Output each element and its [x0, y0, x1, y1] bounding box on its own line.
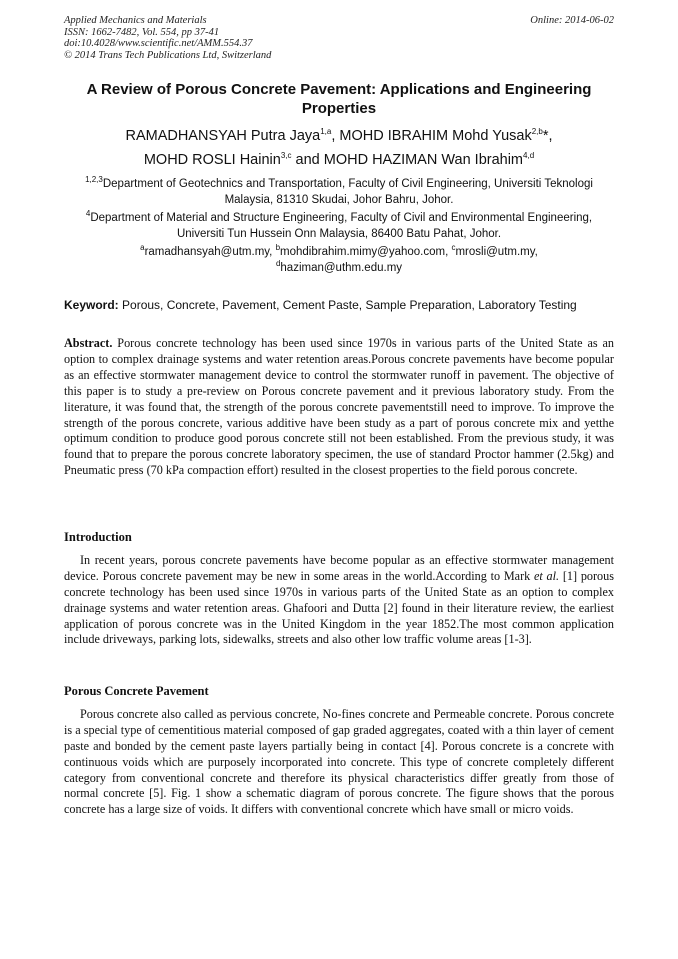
text-italic: et al.	[533, 568, 560, 583]
author: MOHD HAZIMAN Wan Ibrahim	[323, 152, 524, 168]
email[interactable]: mohdibrahim.mimy@yahoo.com,	[280, 246, 452, 258]
author-sep: ,	[331, 128, 340, 144]
section-heading: Porous Concrete Pavement	[64, 684, 209, 698]
paper-title: A Review of Porous Concrete Pavement: Applications and Engineering Properties	[86, 81, 592, 117]
text: [1] porous concrete technology has been used since 1970s in various parts of the United State as an option to complex drainage systems and water retention areas. Ghafoori and Dutta [2] found in their literature review, the earliest application of porous concrete was in the United Kingdom in the year 1852.The most common application include driveways, parking lots, sidewalks, streets and also other low traffic volume areas [1-3].	[64, 568, 614, 647]
email[interactable]: haziman@uthm.edu.my	[280, 262, 403, 274]
section-heading: Introduction	[64, 530, 132, 544]
porous-concrete-section	[64, 684, 614, 818]
abstract	[64, 336, 614, 479]
affiliation-text: Department of Geotechnics and Transportation, Faculty of Civil Engineering, Universiti Teknologi Malaysia, 81310 Skudai, Johor Bahru, Johor.	[102, 178, 593, 206]
author-sep: and	[291, 152, 324, 168]
email-sup: c	[451, 243, 456, 253]
author-sep: *,	[542, 128, 553, 144]
author: RAMADHANSYAH Putra Jaya	[125, 128, 321, 144]
doi: doi:10.4028/www.scientific.net/AMM.554.37	[64, 38, 253, 49]
author: MOHD ROSLI Hainin	[143, 152, 281, 168]
journal-header	[64, 15, 614, 61]
copyright: © 2014 Trans Tech Publications Ltd, Switzerland	[64, 49, 272, 61]
email[interactable]: mrosli@utm.my,	[455, 246, 538, 258]
affiliation-1	[64, 176, 614, 208]
author-list	[40, 124, 638, 172]
affiliation-sup: 1,2,3	[85, 175, 103, 185]
abstract-text: Porous concrete technology has been used since 1970s in various parts of the United State as an option to complex drainage systems and water retention areas.Porous concrete pavements have become popular as an effective stormwater management device to control the stormwater runoff in pavement. The objective of this paper is to study a pre-review on Porous concrete pavement and it previous laboratory study. From the literature, it was found that, the strength of the porous concrete pavementstill need to improve. To improve the strength of the porous concrete, various additive have been study as a part of porous concrete mix and yetthe optimum condition to produce good porous concrete still not been established. From the previous study, it was found that to prepare the porous concrete laboratory specimen, the use of standard Proctor hammer (2.5kg) and Pneumatic press (70 kPa compaction effort) resulted in the closest properties to the field porous concrete.	[64, 336, 614, 478]
affiliation-text: Department of Material and Structure Engineering, Faculty of Civil and Environmental Engineering, Universiti Tun Hussein Onn Malaysia, 86400 Batu Pahat, Johor.	[90, 212, 593, 240]
abstract-label: Abstract.	[64, 336, 113, 350]
email-sup: a	[140, 243, 145, 253]
journal-name: Applied Mechanics and Materials	[64, 15, 207, 26]
affiliation-2	[64, 210, 614, 242]
author: MOHD IBRAHIM Mohd Yusak	[339, 128, 532, 144]
issn: ISSN: 1662-7482, Vol. 554, pp 37-41	[64, 26, 220, 38]
text: In recent years, porous concrete pavements have become popular as an effective stormwater management device. Porous concrete pavement may be new in some areas in the world.According to Mark	[64, 552, 614, 583]
keywords	[64, 298, 638, 312]
author-sup: 4,d	[523, 151, 535, 161]
email[interactable]: ramadhansyah@utm.my,	[144, 246, 276, 258]
keywords-text: Porous, Concrete, Pavement, Cement Paste, Sample Preparation, Laboratory Testing	[118, 298, 577, 312]
paragraph: Porous concrete also called as pervious concrete, No-fines concrete and Permeable concrete. Porous concrete is a special type of cementitious material composed of gap graded aggregates, coated with a thin layer of cement paste and bonded by the cement paste layers partially being in contact [4]. Porous concrete is a concrete with continuous voids which are purposely incorporated into concrete. This type of concrete completely different category from conventional concrete and therefore its physical characteristics differ greatly from those of normal concrete [5]. Fig. 1 show a schematic diagram of porous concrete. The figure shows that the porous concrete has a large size of voids. It differs with conventional concrete which have small or micro voids.	[64, 706, 614, 817]
email-list	[64, 244, 614, 276]
email-sup: b	[275, 243, 281, 253]
affiliation-sup: 4	[85, 209, 91, 219]
introduction-section	[64, 530, 614, 648]
keywords-label: Keyword:	[64, 298, 119, 312]
author-sup: 3,c	[280, 151, 292, 161]
author-sup: 2,b	[531, 127, 543, 137]
online-date: Online: 2014-06-02	[530, 15, 614, 26]
paragraph	[64, 553, 614, 648]
author-sup: 1,a	[320, 127, 332, 137]
email-sup: d	[275, 259, 281, 269]
